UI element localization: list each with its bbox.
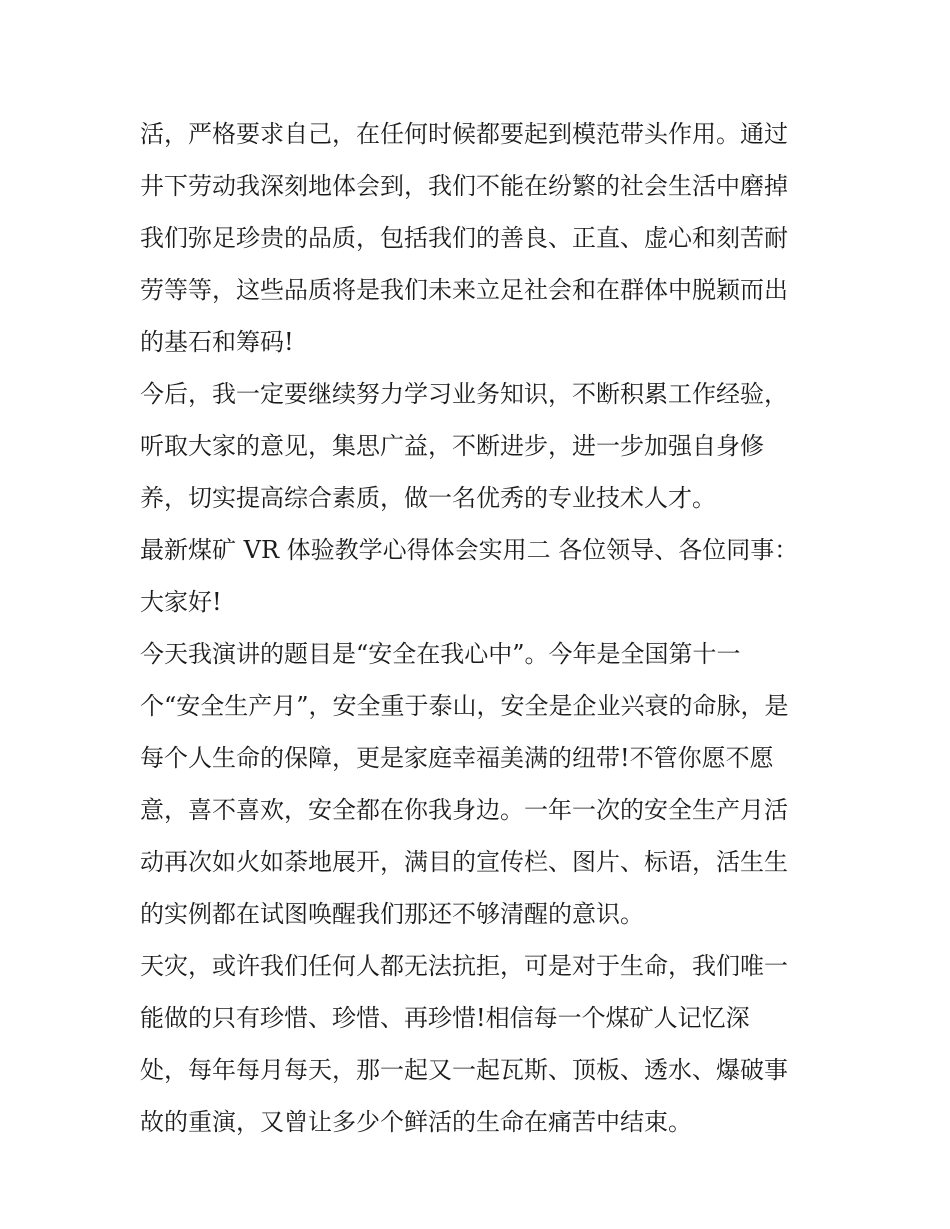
section-heading-line: 最新煤矿 VR 体验教学心得体会实用二 各位领导、各位同事： — [140, 536, 799, 564]
text-line-19: 处，每年每月每天，那一起又一起瓦斯、顶板、透水、爆破事 — [140, 1056, 788, 1084]
text-line-7: 听取大家的意见，集思广益，不断进步，进一步加强自身修 — [140, 432, 764, 460]
text-line-18: 能做的只有珍惜、珍惜、再珍惜!相信每一个煤矿人记忆深 — [140, 1004, 750, 1032]
text-line-11: 今天我演讲的题目是“安全在我心中”。今年是全国第十一 — [140, 640, 741, 668]
text-line-20: 故的重演，又曾让多少个鲜活的生命在痛苦中结束。 — [140, 1108, 692, 1136]
text-line-17: 天灾，或许我们任何人都无法抗拒，可是对于生命，我们唯一 — [140, 952, 788, 980]
text-line-13: 每个人生命的保障，更是家庭幸福美满的纽带!不管你愿不愿 — [140, 744, 774, 772]
text-line-15: 动再次如火如荼地展开，满目的宣传栏、图片、标语，活生生 — [140, 848, 788, 876]
text-line-6: 今后，我一定要继续努力学习业务知识，不断积累工作经验， — [140, 380, 788, 408]
text-line-14: 意，喜不喜欢，安全都在你我身边。一年一次的安全生产月活 — [140, 796, 788, 824]
text-line-5: 的基石和筹码! — [140, 328, 294, 356]
text-line-4: 劳等等，这些品质将是我们未来立足社会和在群体中脱颖而出 — [140, 276, 788, 304]
text-line-12: 个“安全生产月”，安全重于泰山，安全是企业兴衰的命脉，是 — [140, 692, 789, 720]
greeting-line: 大家好! — [140, 588, 222, 616]
text-line-1: 活，严格要求自己，在任何时候都要起到模范带头作用。通过 — [140, 120, 788, 148]
text-line-3: 我们弥足珍贵的品质，包括我们的善良、正直、虚心和刻苦耐 — [140, 224, 788, 252]
text-line-16: 的实例都在试图唤醒我们那还不够清醒的意识。 — [140, 900, 644, 928]
text-line-8: 养，切实提高综合素质，做一名优秀的专业技术人才。 — [140, 484, 716, 512]
body-text — [140, 108, 820, 1148]
text-line-2: 井下劳动我深刻地体会到，我们不能在纷繁的社会生活中磨掉 — [140, 172, 788, 200]
